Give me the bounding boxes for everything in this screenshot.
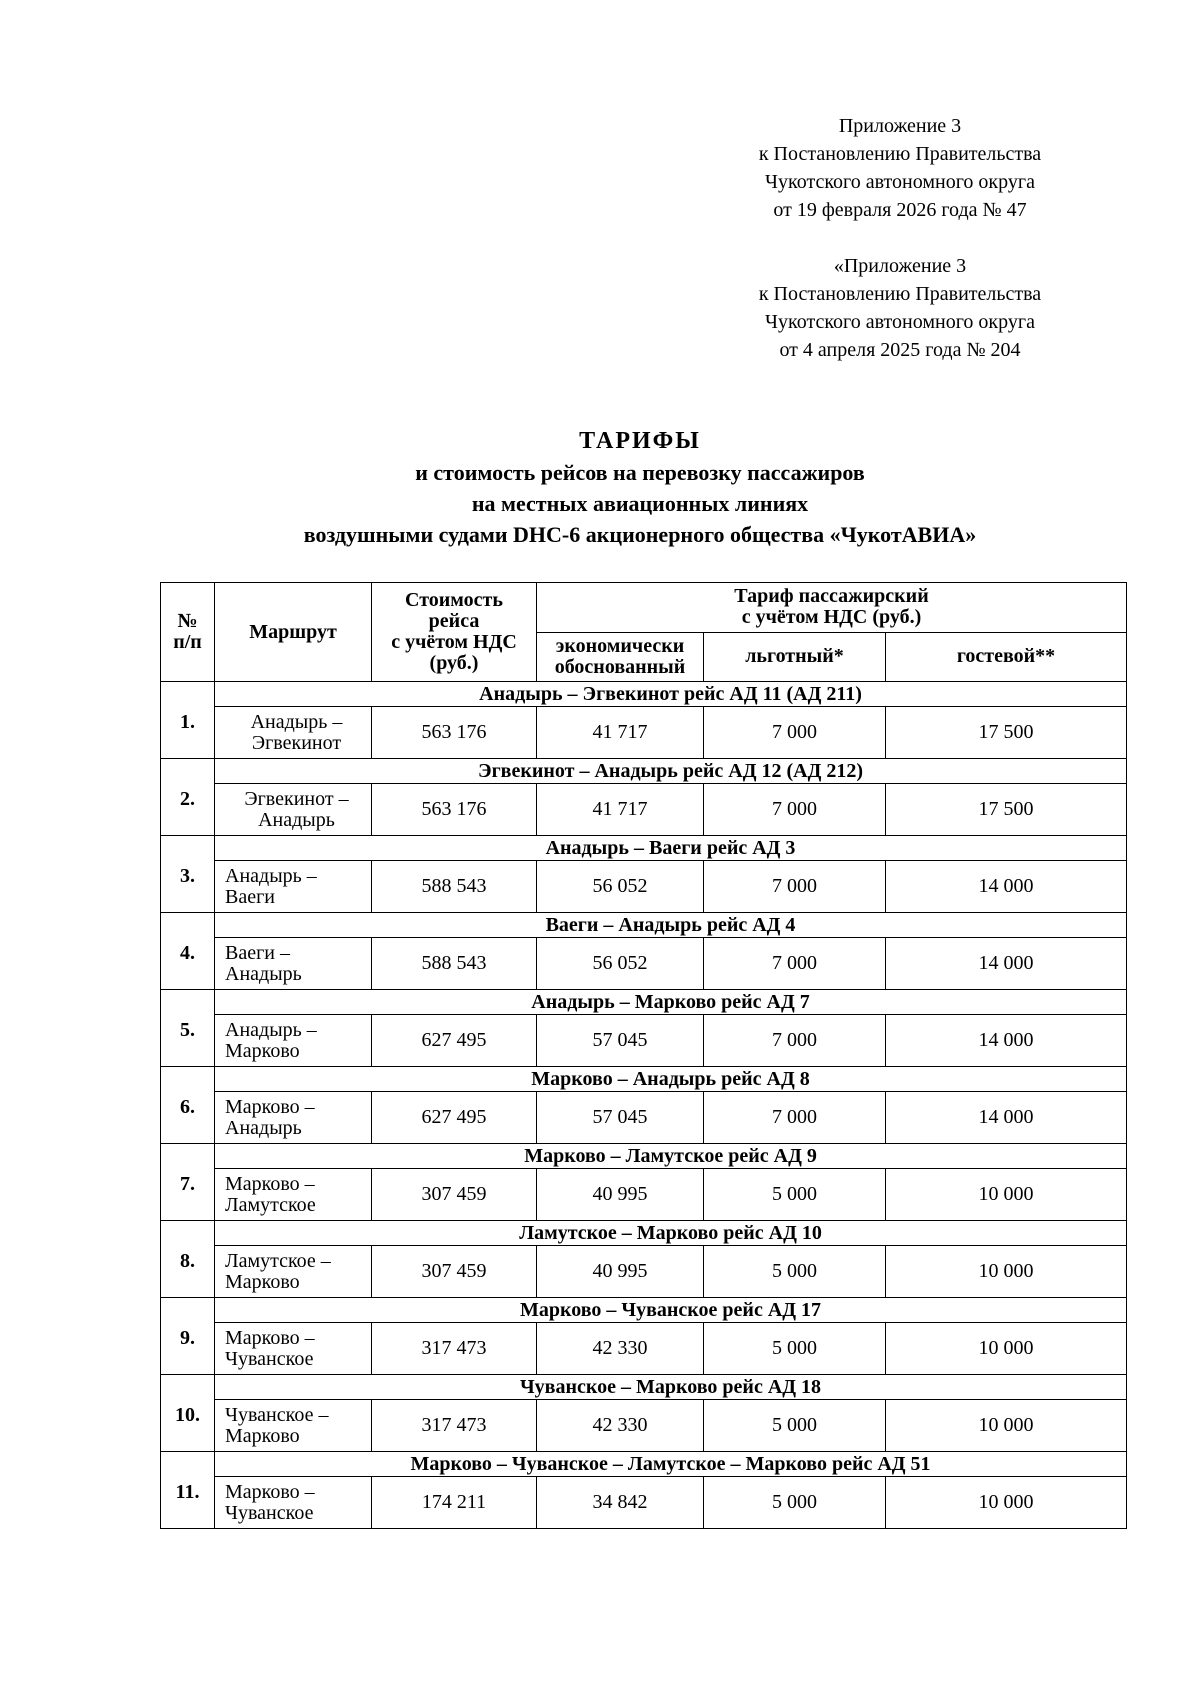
appendix-line: Приложение 3	[838, 115, 962, 137]
econ-cell: 41 717	[537, 784, 704, 836]
cost-cell: 627 495	[372, 1015, 537, 1067]
route-line: Чуванское	[225, 1501, 314, 1524]
route-cell	[215, 1246, 372, 1298]
route-cell	[215, 1477, 372, 1529]
title-line: и стоимость рейсов на перевозку пассажиров	[415, 460, 865, 485]
econ-cell: 34 842	[537, 1477, 704, 1529]
header-route: Маршрут	[215, 583, 372, 682]
discount-cell: 5 000	[704, 1246, 886, 1298]
econ-cell: 57 045	[537, 1015, 704, 1067]
row-number: 9.	[161, 1298, 215, 1375]
cost-cell: 317 473	[372, 1323, 537, 1375]
guest-cell: 10 000	[886, 1169, 1127, 1221]
document-title	[160, 426, 1120, 550]
flight-name: Анадырь – Эгвекинот рейс АД 11 (АД 211)	[215, 682, 1127, 707]
guest-cell: 17 500	[886, 784, 1127, 836]
row-number: 2.	[161, 759, 215, 836]
flight-name: Марково – Чуванское – Ламутское – Марково рейс АД 51	[215, 1452, 1127, 1477]
header-econ-line: обоснованный	[554, 655, 686, 678]
cost-cell: 588 543	[372, 938, 537, 990]
route-line: Ваеги –	[225, 941, 290, 964]
route-cell	[215, 861, 372, 913]
header-num-line: №	[177, 610, 198, 632]
discount-cell: 5 000	[704, 1323, 886, 1375]
flight-header-row	[161, 1452, 1127, 1477]
econ-cell: 42 330	[537, 1323, 704, 1375]
header-cost-line: рейса	[428, 610, 480, 632]
table-row	[161, 784, 1127, 836]
flight-name: Анадырь – Ваеги рейс АД 3	[215, 836, 1127, 861]
flight-name: Марково – Ламутское рейс АД 9	[215, 1144, 1127, 1169]
table-row	[161, 1477, 1127, 1529]
guest-cell: 10 000	[886, 1477, 1127, 1529]
row-number: 11.	[161, 1452, 215, 1529]
flight-header-row	[161, 1144, 1127, 1169]
title-line: воздушными судами DHC-6 акционерного общества «ЧукотАВИА»	[303, 522, 977, 547]
cost-cell: 627 495	[372, 1092, 537, 1144]
route-line: Эгвекинот	[251, 731, 342, 754]
route-cell	[215, 784, 372, 836]
flight-name: Ламутское – Марково рейс АД 10	[215, 1221, 1127, 1246]
econ-cell: 56 052	[537, 938, 704, 990]
tariff-table	[160, 582, 1127, 1529]
route-line: Марково –	[225, 1480, 315, 1503]
route-line: Анадырь –	[250, 710, 343, 733]
discount-cell: 5 000	[704, 1477, 886, 1529]
flight-header-row	[161, 913, 1127, 938]
flight-name: Эгвекинот – Анадырь рейс АД 12 (АД 212)	[215, 759, 1127, 784]
header-tariff-line: с учётом НДС (руб.)	[741, 606, 922, 629]
guest-cell: 14 000	[886, 861, 1127, 913]
discount-cell: 5 000	[704, 1400, 886, 1452]
header-cost-line: (руб.)	[429, 652, 479, 674]
guest-cell: 14 000	[886, 1015, 1127, 1067]
discount-cell: 7 000	[704, 1092, 886, 1144]
appendix-line: от 4 апреля 2025 года № 204	[779, 339, 1021, 361]
guest-cell: 10 000	[886, 1246, 1127, 1298]
route-line: Анадырь –	[225, 1018, 317, 1041]
header-cost	[372, 583, 537, 682]
route-line: Чуванское	[225, 1347, 314, 1370]
route-line: Анадырь	[258, 808, 335, 831]
econ-cell: 41 717	[537, 707, 704, 759]
appendix-current-reference	[720, 112, 1080, 224]
route-cell	[215, 1015, 372, 1067]
route-cell	[215, 1323, 372, 1375]
flight-name: Ваеги – Анадырь рейс АД 4	[215, 913, 1127, 938]
table-body	[161, 682, 1127, 1529]
flight-name: Марково – Анадырь рейс АД 8	[215, 1067, 1127, 1092]
row-number: 6.	[161, 1067, 215, 1144]
cost-cell: 317 473	[372, 1400, 537, 1452]
appendix-line: «Приложение 3	[833, 255, 967, 277]
route-line: Ламутское –	[225, 1249, 331, 1272]
econ-cell: 40 995	[537, 1169, 704, 1221]
row-number: 3.	[161, 836, 215, 913]
cost-cell: 563 176	[372, 707, 537, 759]
route-line: Марково	[225, 1424, 300, 1447]
guest-cell: 17 500	[886, 707, 1127, 759]
flight-name: Чуванское – Марково рейс АД 18	[215, 1375, 1127, 1400]
cost-cell: 307 459	[372, 1246, 537, 1298]
route-line: Анадырь	[225, 1116, 302, 1139]
table-row	[161, 861, 1127, 913]
route-line: Анадырь –	[225, 864, 317, 887]
header-econ	[537, 632, 704, 682]
flight-name: Анадырь – Марково рейс АД 7	[215, 990, 1127, 1015]
flight-header-row	[161, 836, 1127, 861]
header-tariff-line: Тариф пассажирский	[734, 585, 929, 608]
discount-cell: 7 000	[704, 1015, 886, 1067]
route-cell	[215, 938, 372, 990]
route-cell	[215, 1169, 372, 1221]
econ-cell: 57 045	[537, 1092, 704, 1144]
header-econ-line: экономически	[555, 634, 685, 657]
header-guest: гостевой**	[886, 632, 1127, 682]
guest-cell: 14 000	[886, 1092, 1127, 1144]
table-row	[161, 1400, 1127, 1452]
header-num-line: п/п	[173, 631, 202, 653]
route-cell	[215, 707, 372, 759]
route-line: Чуванское –	[225, 1403, 329, 1426]
flight-header-row	[161, 1375, 1127, 1400]
row-number: 8.	[161, 1221, 215, 1298]
route-line: Марково	[225, 1270, 300, 1293]
header-cost-line: Стоимость	[405, 589, 503, 611]
appendix-line: Чукотского автономного округа	[765, 311, 1035, 333]
route-cell	[215, 1092, 372, 1144]
table-row	[161, 1169, 1127, 1221]
flight-name: Марково – Чуванское рейс АД 17	[215, 1298, 1127, 1323]
cost-cell: 588 543	[372, 861, 537, 913]
row-number: 4.	[161, 913, 215, 990]
flight-header-row	[161, 990, 1127, 1015]
discount-cell: 7 000	[704, 938, 886, 990]
route-cell	[215, 1400, 372, 1452]
flight-header-row	[161, 1298, 1127, 1323]
cost-cell: 307 459	[372, 1169, 537, 1221]
route-line: Анадырь	[225, 962, 302, 985]
cost-cell: 563 176	[372, 784, 537, 836]
appendix-line: к Постановлению Правительства	[758, 143, 1042, 165]
appendix-line: Чукотского автономного округа	[765, 171, 1035, 193]
appendix-line: от 19 февраля 2026 года № 47	[773, 199, 1027, 221]
title-main: ТАРИФЫ	[579, 428, 701, 454]
cost-cell: 174 211	[372, 1477, 537, 1529]
guest-cell: 14 000	[886, 938, 1127, 990]
table-row	[161, 1323, 1127, 1375]
discount-cell: 7 000	[704, 707, 886, 759]
route-line: Марково –	[225, 1326, 315, 1349]
route-line: Марково –	[225, 1095, 315, 1118]
econ-cell: 42 330	[537, 1400, 704, 1452]
flight-header-row	[161, 1221, 1127, 1246]
route-line: Марково	[225, 1039, 300, 1062]
flight-header-row	[161, 759, 1127, 784]
route-line: Ламутское	[225, 1193, 316, 1216]
route-line: Марково –	[225, 1172, 315, 1195]
table-row	[161, 1092, 1127, 1144]
table-row	[161, 1015, 1127, 1067]
discount-cell: 5 000	[704, 1169, 886, 1221]
table-row	[161, 1246, 1127, 1298]
appendix-previous-reference	[720, 252, 1080, 364]
discount-cell: 7 000	[704, 784, 886, 836]
header-cost-line: с учётом НДС	[391, 631, 517, 653]
header-tariff	[537, 583, 1127, 633]
flight-header-row	[161, 1067, 1127, 1092]
table-row	[161, 707, 1127, 759]
header-num	[161, 583, 215, 682]
guest-cell: 10 000	[886, 1400, 1127, 1452]
table-row	[161, 938, 1127, 990]
title-line: на местных авиационных линиях	[471, 491, 809, 516]
route-line: Эгвекинот –	[244, 787, 349, 810]
row-number: 1.	[161, 682, 215, 759]
flight-header-row	[161, 682, 1127, 707]
guest-cell: 10 000	[886, 1323, 1127, 1375]
appendix-line: к Постановлению Правительства	[758, 283, 1042, 305]
econ-cell: 40 995	[537, 1246, 704, 1298]
row-number: 7.	[161, 1144, 215, 1221]
econ-cell: 56 052	[537, 861, 704, 913]
row-number: 10.	[161, 1375, 215, 1452]
discount-cell: 7 000	[704, 861, 886, 913]
row-number: 5.	[161, 990, 215, 1067]
route-line: Ваеги	[225, 885, 275, 908]
header-discount: льготный*	[704, 632, 886, 682]
